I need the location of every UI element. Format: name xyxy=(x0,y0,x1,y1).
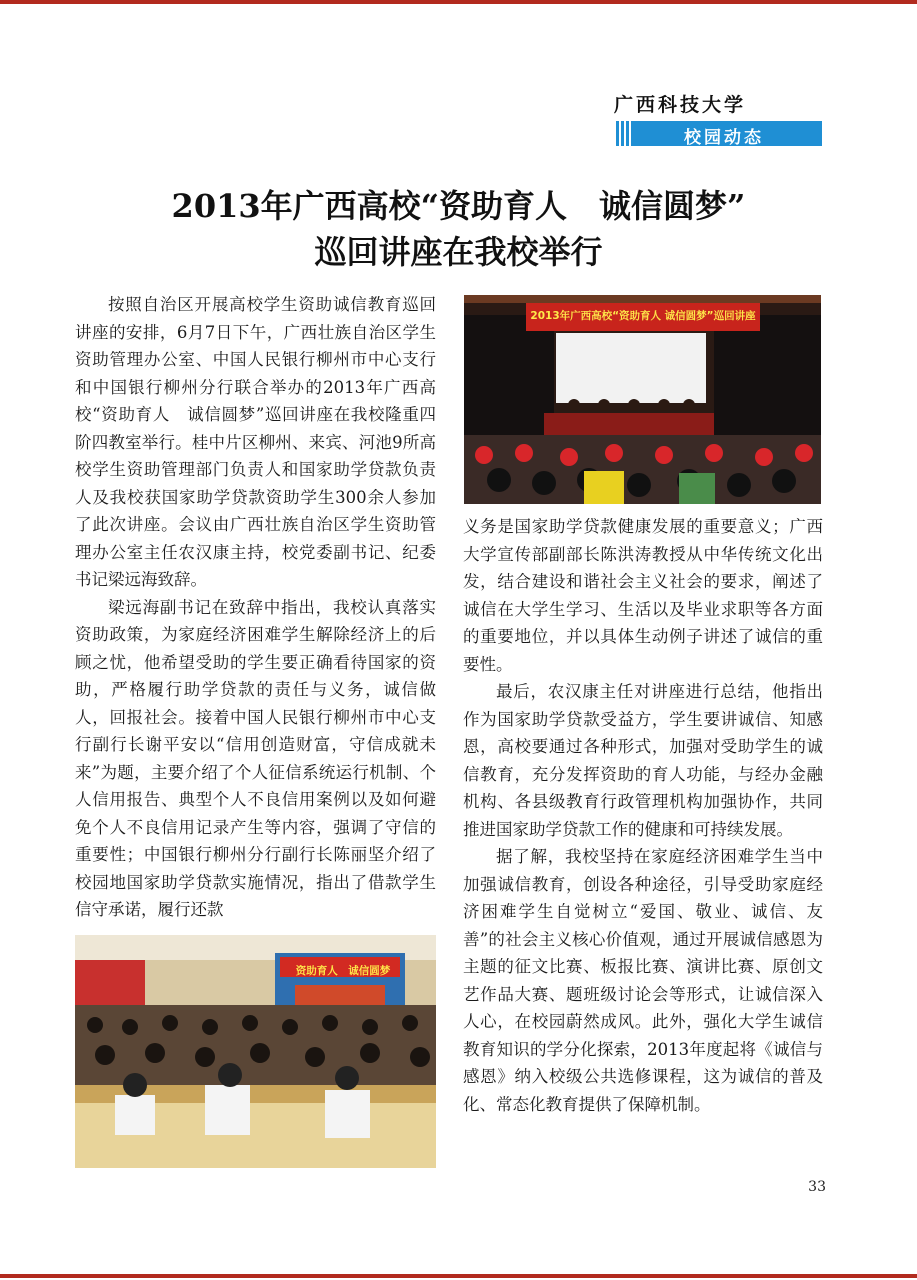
paragraph: 据了解，我校坚持在家庭经济困难学生当中加强诚信教育，创设各种途径，引导受助家庭经济困难学生自觉树立“爱国、敬业、诚信、友善”的社会主义核心价值观，通过开展诚信感恩为主题的征文比赛、板报比赛、演讲比赛、原创文艺作品大赛、题班级讨论会等形式，让诚信深入人心，在校园蔚然成风。此外，强化大学生诚信教育知识的学分化探索，2013年度起将《诚信与感恩》纳入校级公共选修课程，这为诚信的普及化、常态化教育提供了保障机制。 xyxy=(463,847,823,1114)
university-name: 广西科技大学 xyxy=(614,94,747,116)
hall-banner-text: 资助育人 诚信圆梦 xyxy=(295,965,391,977)
article-title xyxy=(60,183,857,275)
bottom-rule xyxy=(0,1274,917,1278)
right-column xyxy=(463,513,823,1118)
tab-stripes xyxy=(614,121,632,146)
lecture-hall-photo xyxy=(75,935,436,1168)
section-label: 校园动态 xyxy=(684,128,764,148)
title-line-1: 2013年广西高校“资助育人 诚信圆梦” xyxy=(171,187,746,225)
title-line-2: 巡回讲座在我校举行 xyxy=(314,233,603,271)
top-rule xyxy=(0,0,917,4)
paragraph: 最后，农汉康主任对讲座进行总结，他指出作为国家助学贷款受益方，学生要讲诚信、知感恩，高校要通过各种形式，加强对受助学生的诚信教育，充分发挥资助的育人功能，与经办金融机构、各县级教育行政管理机构加强协作，共同推进国家助学贷款工作的健康和可持续发展。 xyxy=(463,682,823,839)
page-number: 33 xyxy=(808,1179,826,1195)
stage-photo-illustration xyxy=(464,295,821,504)
section-tab xyxy=(614,121,822,146)
paragraph: 梁远海副书记在致辞中指出，我校认真落实资助政策，为家庭经济困难学生解除经济上的后顾之忧，他希望受助的学生要正确看待国家的资助，严格履行助学贷款的责任与义务，诚信做人，回报社会。接着中国人民银行柳州市中心支行副行长谢平安以“信用创造财富，守信成就未来”为题，主要介绍了个人征信系统运行机制、个人信用报告、典型个人不良信用案例以及如何避免个人不良信用记录产生等内容，强调了守信的重要性；中国银行柳州分行副行长陈丽坚介绍了校园地国家助学贷款实施情况，指出了借款学生信守承诺，履行还款 xyxy=(75,597,436,919)
left-column xyxy=(75,291,436,924)
paragraph: 义务是国家助学贷款健康发展的重要意义；广西大学宣传部副部长陈洪涛教授从中华传统文化出发，结合建设和谐社会主义社会的要求，阐述了诚信在大学生学习、生活以及毕业求职等各方面的重要地位，并以具体生动例子讲述了诚信的重要性。 xyxy=(463,517,823,674)
lecture-stage-photo xyxy=(464,295,821,504)
stage-banner-text: 2013年广西高校“资助育人 诚信圆梦”巡回讲座 xyxy=(530,310,756,322)
paragraph: 按照自治区开展高校学生资助诚信教育巡回讲座的安排，6月7日下午，广西壮族自治区学生资助管理办公室、中国人民银行柳州市中心支行和中国银行柳州分行联合举办的2013年广西高校“资助育人 诚信圆梦”巡回讲座在我校隆重四阶四教室举行。桂中片区柳州、来宾、河池9所高校学生资助管理部门负责人和国家助学贷款负责人及我校获国家助学贷款资助学生300余人参加了此次讲座。会议由广西壮族自治区学生资助管理办公室主任农汉康主持，校党委副书记、纪委书记梁远海致辞。 xyxy=(75,295,436,589)
